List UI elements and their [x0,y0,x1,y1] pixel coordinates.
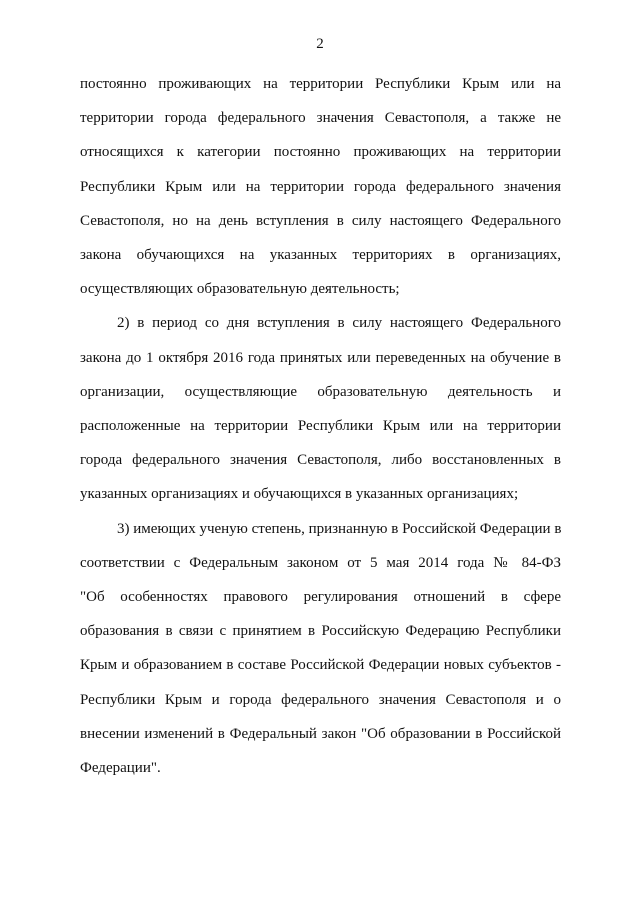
text-line: Республики Крым и города федерального значения Севастополя и о [80,692,561,708]
text-line: указанных организациях и обучающихся в указанных организациях; [80,486,519,502]
text-line: Крым и образованием в составе Российской Федерации новых субъектов - [80,657,561,673]
page-number: 2 [316,36,324,52]
text-line: образования в связи с принятием в Российскую Федерацию Республики [80,623,561,639]
text-line: 3) имеющих ученую степень, признанную в Российской Федерации в [117,521,561,537]
text-line: закона до 1 октября 2016 года принятых или переведенных на обучение в [80,350,561,366]
text-line: внесении изменений в Федеральный закон "Об образовании в Российской [80,726,561,742]
text-line: "Об особенностях правового регулирования отношений в сфере [80,589,561,605]
text-line: постоянно проживающих на территории Республики Крым или на [80,76,561,92]
text-line: закона обучающихся на указанных территориях в организациях, [80,247,561,263]
text-line: города федерального значения Севастополя, либо восстановленных в [80,452,561,468]
text-line: Севастополя, но на день вступления в силу настоящего Федерального [80,213,561,229]
text-line: территории города федерального значения Севастополя, а также не [80,110,561,126]
text-line: осуществляющих образовательную деятельность; [80,281,400,297]
text-line: соответствии с Федеральным законом от 5 мая 2014 года № 84-ФЗ [80,555,561,571]
text-line: Республики Крым или на территории города федерального значения [80,179,561,195]
text-line: расположенные на территории Республики Крым или на территории [80,418,561,434]
text-line: Федерации". [80,760,161,776]
text-line: относящихся к категории постоянно проживающих на территории [80,144,561,160]
text-line: организации, осуществляющие образовательную деятельность и [80,384,561,400]
text-line: 2) в период со дня вступления в силу настоящего Федерального [117,315,561,331]
